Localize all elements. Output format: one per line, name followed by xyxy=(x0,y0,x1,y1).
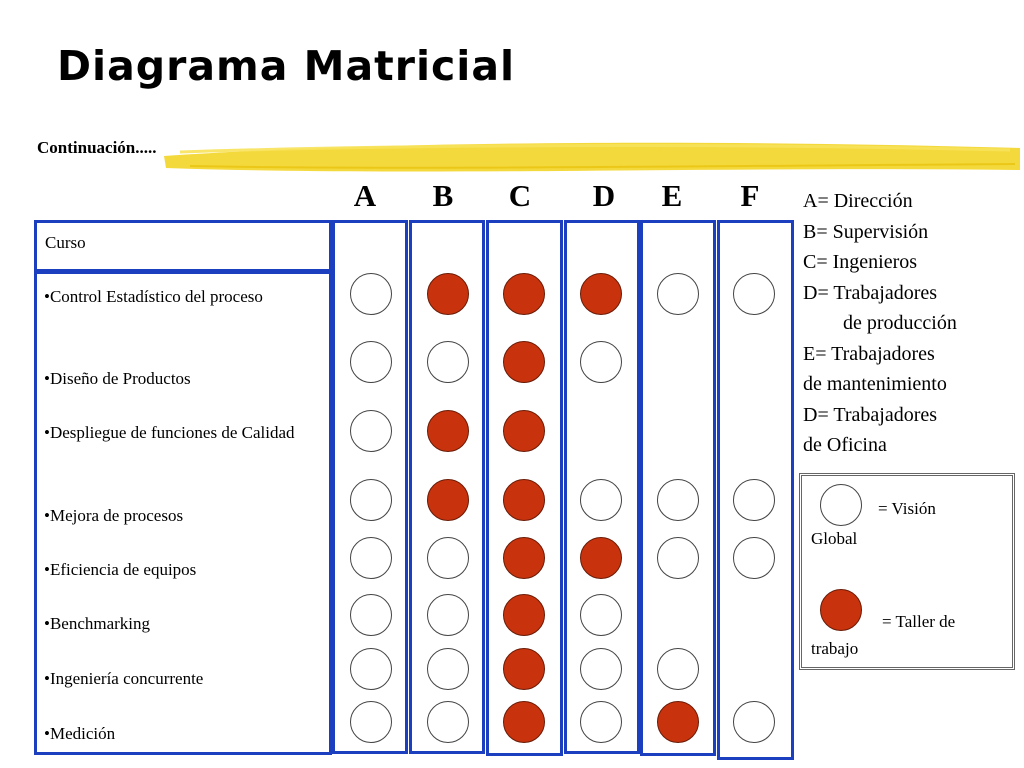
legend-letter: E xyxy=(803,342,816,365)
open-circle-icon xyxy=(350,341,392,383)
filled-circle-icon xyxy=(580,273,622,315)
open-circle-icon xyxy=(350,594,392,636)
course-item: •Control Estadístico del proceso xyxy=(44,287,263,306)
course-item: •Mejora de procesos xyxy=(44,506,184,525)
legend-entry-d xyxy=(803,278,1018,309)
legend-text: = Trabajadores xyxy=(815,342,935,365)
course-item: •Eficiencia de equipos xyxy=(44,560,197,579)
open-circle-icon xyxy=(733,479,775,521)
course-item: •Benchmarking xyxy=(44,614,151,633)
filled-circle-icon xyxy=(580,537,622,579)
open-circle-icon xyxy=(580,594,622,636)
filled-circle-icon xyxy=(503,479,545,521)
course-item: •Diseño de Productos xyxy=(44,369,191,388)
column-header-d: D xyxy=(592,178,616,213)
column-header-f: F xyxy=(740,178,760,213)
legend-continuation: de mantenimiento xyxy=(803,373,947,395)
filled-circle-icon xyxy=(503,537,545,579)
legend-entry-a xyxy=(803,186,1018,217)
course-header: Curso xyxy=(45,233,86,252)
legend-letter: C xyxy=(803,251,817,273)
open-circle-icon xyxy=(657,648,699,690)
column-header-a: A xyxy=(353,178,377,213)
legend-letter: D xyxy=(803,403,818,426)
legend-letter: A xyxy=(803,190,818,212)
open-circle-icon xyxy=(350,410,392,452)
legend-text: = Trabajadores xyxy=(817,281,938,304)
page-title: Diagrama Matricial xyxy=(57,42,516,90)
open-circle-icon xyxy=(733,537,775,579)
legend-continuation: de producción xyxy=(843,312,957,334)
filled-circle-icon xyxy=(503,701,545,743)
open-circle-icon xyxy=(350,648,392,690)
open-circle-icon xyxy=(580,479,622,521)
filled-circle-icon xyxy=(427,273,469,315)
open-circle-icon xyxy=(580,701,622,743)
filled-circle-icon xyxy=(503,273,545,315)
legend-entry-e xyxy=(803,339,1018,370)
legend-entry-c xyxy=(803,247,1018,278)
key-filled-text: = Taller de xyxy=(882,612,956,631)
legend-text: = Dirección xyxy=(817,190,913,212)
open-circle-icon xyxy=(427,537,469,579)
legend xyxy=(803,186,1018,461)
course-item: •Ingeniería concurrente xyxy=(44,669,204,688)
open-circle-icon xyxy=(733,701,775,743)
open-circle-icon xyxy=(580,648,622,690)
open-circle-icon xyxy=(427,341,469,383)
open-circle-icon xyxy=(427,701,469,743)
open-circle-icon xyxy=(657,537,699,579)
filled-circle-icon xyxy=(820,589,862,631)
column-header-b: B xyxy=(432,178,454,213)
filled-circle-icon xyxy=(503,594,545,636)
open-circle-icon xyxy=(350,273,392,315)
key-open-text-2: Global xyxy=(811,529,858,548)
legend-text: = Trabajadores xyxy=(817,403,938,426)
open-circle-icon xyxy=(733,273,775,315)
course-item: •Medición xyxy=(44,724,116,743)
open-circle-icon xyxy=(427,594,469,636)
filled-circle-icon xyxy=(427,479,469,521)
filled-circle-icon xyxy=(657,701,699,743)
open-circle-icon xyxy=(580,341,622,383)
filled-circle-icon xyxy=(503,410,545,452)
column-header-e: E xyxy=(661,178,683,213)
filled-circle-icon xyxy=(503,648,545,690)
subtitle: Continuación..... xyxy=(37,138,157,157)
legend-entry-f xyxy=(803,400,1018,431)
symbol-key xyxy=(799,473,1015,670)
key-open-text: = Visión xyxy=(878,499,936,518)
course-item: •Despliegue de funciones de Calidad xyxy=(44,423,295,442)
filled-circle-icon xyxy=(503,341,545,383)
legend-letter: D xyxy=(803,281,818,304)
open-circle-icon xyxy=(657,479,699,521)
open-circle-icon xyxy=(350,701,392,743)
legend-letter: B xyxy=(803,220,817,243)
open-circle-icon xyxy=(350,537,392,579)
legend-text: = Ingenieros xyxy=(816,251,918,273)
open-circle-icon xyxy=(350,479,392,521)
column-header-c: C xyxy=(508,178,532,213)
key-filled-text-2: trabajo xyxy=(811,639,859,658)
highlighter-stroke xyxy=(160,130,1024,178)
filled-circle-icon xyxy=(427,410,469,452)
legend-continuation: de Oficina xyxy=(803,434,887,456)
legend-text: = Supervisión xyxy=(816,220,929,243)
open-circle-icon xyxy=(427,648,469,690)
legend-entry-b xyxy=(803,217,1018,248)
open-circle-icon xyxy=(657,273,699,315)
open-circle-icon xyxy=(820,484,862,526)
